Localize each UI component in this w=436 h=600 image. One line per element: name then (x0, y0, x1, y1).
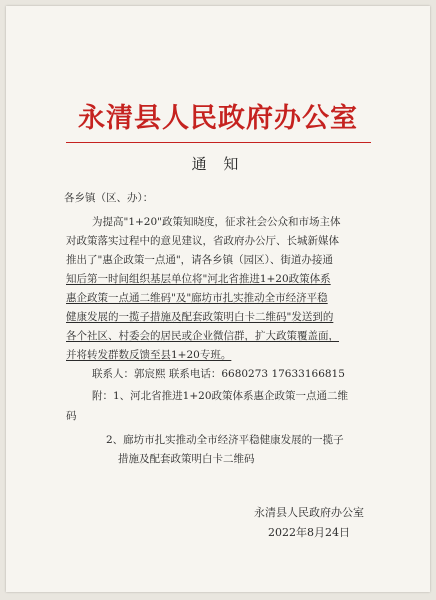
document-page (6, 6, 430, 592)
attachment-1-cont: 码 (66, 410, 77, 422)
contact-line: 联系人：郭宸熙 联系电话：6680273 17633166815 (92, 368, 345, 380)
body-line-6: 健康发展的一揽子措施及配套政策明白卡二维码"发送到的 (66, 311, 334, 323)
body-line-7: 各个社区、村委会的居民或企业微信群，扩大政策覆盖面， (66, 330, 339, 342)
body-line-1: 为提高"1+20"政策知晓度，征求社会公众和市场主体 (92, 216, 341, 228)
org-header: 永清县人民政府办公室 (78, 103, 358, 134)
body-line-4: 知后第一时间组织基层单位将"河北省推进1+20政策体系 (66, 273, 331, 285)
attachment-2: 2、廊坊市扎实推动全市经济平稳健康发展的一揽子 (106, 434, 344, 446)
salutation: 各乡镇（区、办）： (64, 192, 154, 204)
body-line-8: 并将转发群数反馈至县1+20专班。 (66, 349, 232, 361)
document-type: 通 知 (191, 155, 245, 173)
signature-org: 永清县人民政府办公室 (254, 506, 364, 519)
document-date: 2022年8月24日 (268, 526, 350, 539)
body-line-2: 对政策落实过程中的意见建议，省政府办公厅、长城新媒体 (66, 235, 339, 247)
attachment-1: 附：1、河北省推进1+20政策体系惠企政策一点通二维 (92, 390, 349, 402)
header-divider (66, 142, 371, 143)
body-line-5: 惠企政策一点通二维码"及"廊坊市扎实推动全市经济平稳 (66, 292, 328, 304)
body-line-3: 推出了"惠企政策一点通"，请各乡镇（园区）、街道办接通 (66, 254, 333, 266)
attachment-2-cont: 措施及配套政策明白卡二维码 (118, 453, 255, 465)
